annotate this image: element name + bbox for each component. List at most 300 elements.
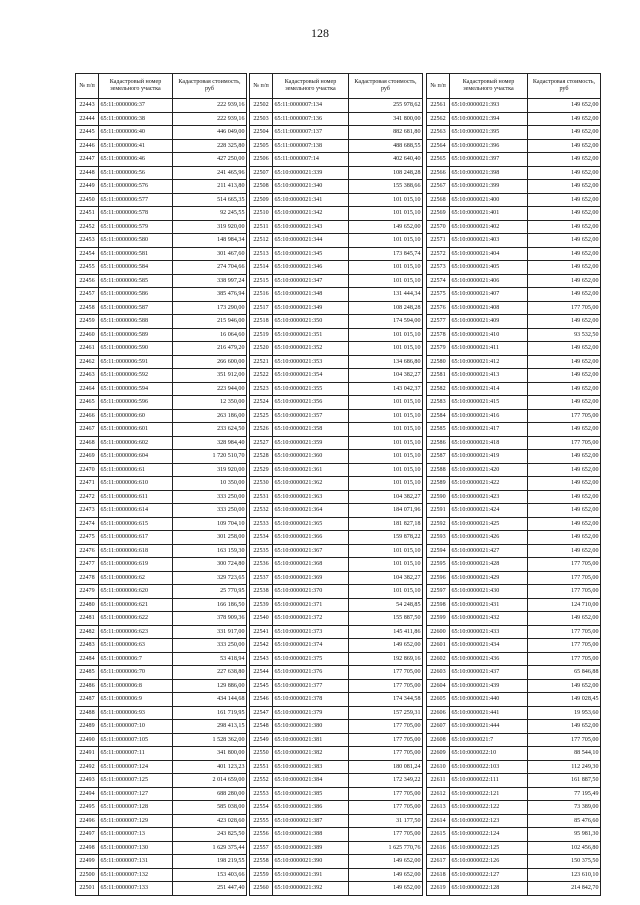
- row-number: 22555: [250, 814, 273, 828]
- cadastral-value: 149 652,00: [528, 315, 601, 329]
- cadastral-value: 149 652,00: [349, 639, 423, 653]
- table-row: [427, 234, 601, 248]
- cadastral-value: 109 704,10: [173, 517, 247, 531]
- table-row: [250, 139, 423, 153]
- cadastral-number: 65:10:0000021:441: [450, 706, 528, 720]
- cadastral-number: 65:10:0000021:340: [273, 180, 349, 194]
- cadastral-value: 73 389,00: [528, 801, 601, 815]
- row-number: 22489: [76, 720, 99, 734]
- table-row: [250, 112, 423, 126]
- cadastral-number: 65:10:0000021:419: [450, 450, 528, 464]
- cadastral-value: 149 652,00: [528, 261, 601, 275]
- cadastral-number: 65:10:0000021:377: [273, 679, 349, 693]
- cadastral-number: 65:10:0000021:428: [450, 558, 528, 572]
- cadastral-value: 101 015,10: [349, 423, 423, 437]
- table-row: [250, 477, 423, 491]
- row-number: 22449: [76, 180, 99, 194]
- cadastral-value: 263 186,00: [173, 409, 247, 423]
- cadastral-value: 227 638,80: [173, 666, 247, 680]
- cadastral-number: 65:10:0000021:397: [450, 153, 528, 167]
- cadastral-number: 65:11:0000006:9: [99, 693, 173, 707]
- cadastral-value: 149 028,45: [528, 693, 601, 707]
- header-num: № п/п: [250, 74, 273, 99]
- cadastral-value: 101 015,10: [349, 342, 423, 356]
- cadastral-value: 215 946,00: [173, 315, 247, 329]
- row-number: 22580: [427, 355, 450, 369]
- cadastral-number: 65:10:0000022:123: [450, 814, 528, 828]
- cadastral-number: 65:11:0000007:138: [273, 139, 349, 153]
- table-row: [250, 801, 423, 815]
- table-row: [76, 787, 247, 801]
- table-row: [250, 193, 423, 207]
- cadastral-number: 65:11:0000007:130: [99, 841, 173, 855]
- row-number: 22497: [76, 828, 99, 842]
- header-cadastral-value: Кадастровая стоимость, руб: [349, 74, 423, 99]
- cadastral-number: 65:11:0000006:579: [99, 220, 173, 234]
- cadastral-number: 65:10:0000021:343: [273, 220, 349, 234]
- cadastral-number: 65:11:0000006:586: [99, 288, 173, 302]
- table-row: [250, 747, 423, 761]
- cadastral-number: 65:10:0000021:383: [273, 760, 349, 774]
- page-number: 128: [311, 26, 329, 40]
- table-row: [250, 355, 423, 369]
- cadastral-number: 65:11:0000006:619: [99, 558, 173, 572]
- cadastral-number: 65:10:0000021:350: [273, 315, 349, 329]
- cadastral-value: 177 705,00: [349, 801, 423, 815]
- cadastral-number: 65:10:0000021:425: [450, 517, 528, 531]
- cadastral-value: 1 629 375,44: [173, 841, 247, 855]
- table-row: [427, 301, 601, 315]
- row-number: 22594: [427, 544, 450, 558]
- cadastral-value: 177 705,00: [349, 733, 423, 747]
- cadastral-value: 223 944,00: [173, 382, 247, 396]
- table-row: [427, 828, 601, 842]
- cadastral-value: 211 413,80: [173, 180, 247, 194]
- cadastral-value: 101 015,10: [349, 328, 423, 342]
- table-row: [76, 261, 247, 275]
- cadastral-value: 149 652,00: [528, 193, 601, 207]
- table-row: [76, 396, 247, 410]
- cadastral-number: 65:11:0000006:46: [99, 153, 173, 167]
- cadastral-value: 12 350,00: [173, 396, 247, 410]
- row-number: 22472: [76, 490, 99, 504]
- cadastral-value: 101 015,10: [349, 193, 423, 207]
- row-number: 22464: [76, 382, 99, 396]
- cadastral-number: 65:10:0000021:444: [450, 720, 528, 734]
- row-number: 22509: [250, 193, 273, 207]
- table-row: [76, 693, 247, 707]
- cadastral-value: 149 652,00: [528, 396, 601, 410]
- cadastral-number: 65:10:0000021:395: [450, 126, 528, 140]
- table-row: [427, 112, 601, 126]
- cadastral-value: 149 652,00: [528, 355, 601, 369]
- table-row: [76, 301, 247, 315]
- row-number: 22591: [427, 504, 450, 518]
- cadastral-number: 65:10:0000021:401: [450, 207, 528, 221]
- table-row: [250, 490, 423, 504]
- cadastral-number: 65:11:0000006:61: [99, 463, 173, 477]
- cadastral-table-1: [75, 73, 247, 896]
- cadastral-value: 123 610,10: [528, 868, 601, 882]
- cadastral-value: 298 413,15: [173, 720, 247, 734]
- row-number: 22516: [250, 288, 273, 302]
- row-number: 22618: [427, 868, 450, 882]
- row-number: 22590: [427, 490, 450, 504]
- cadastral-number: 65:11:0000006:615: [99, 517, 173, 531]
- table-row: [76, 598, 247, 612]
- table-row: [76, 193, 247, 207]
- cadastral-number: 65:11:0000006:585: [99, 274, 173, 288]
- cadastral-value: 148 984,34: [173, 234, 247, 248]
- cadastral-value: 150 375,50: [528, 855, 601, 869]
- cadastral-value: 1 625 770,76: [349, 841, 423, 855]
- table-row: [250, 517, 423, 531]
- table-row: [250, 234, 423, 248]
- header-cadastral-number: Кадастровый номер земельного участка: [450, 74, 528, 99]
- cadastral-value: 161 887,50: [528, 774, 601, 788]
- cadastral-number: 65:10:0000021:437: [450, 666, 528, 680]
- row-number: 22599: [427, 612, 450, 626]
- cadastral-value: 101 015,10: [349, 274, 423, 288]
- row-number: 22478: [76, 571, 99, 585]
- cadastral-value: 25 770,95: [173, 585, 247, 599]
- row-number: 22483: [76, 639, 99, 653]
- row-number: 22595: [427, 558, 450, 572]
- row-number: 22564: [427, 139, 450, 153]
- table-row: [76, 639, 247, 653]
- cadastral-number: 65:10:0000021:364: [273, 504, 349, 518]
- cadastral-number: 65:11:0000007:134: [273, 99, 349, 113]
- cadastral-number: 65:11:0000006:37: [99, 99, 173, 113]
- cadastral-number: 65:10:0000021:430: [450, 585, 528, 599]
- table-row: [76, 882, 247, 896]
- row-number: 22611: [427, 774, 450, 788]
- row-number: 22513: [250, 247, 273, 261]
- row-number: 22565: [427, 153, 450, 167]
- cadastral-value: 300 724,80: [173, 558, 247, 572]
- cadastral-number: 65:10:0000021:7: [450, 733, 528, 747]
- table-row: [427, 517, 601, 531]
- cadastral-number: 65:11:0000007:136: [273, 112, 349, 126]
- row-number: 22463: [76, 369, 99, 383]
- cadastral-value: 149 652,00: [528, 612, 601, 626]
- table-row: [250, 288, 423, 302]
- table-row: [76, 382, 247, 396]
- cadastral-number: 65:11:0000006:581: [99, 247, 173, 261]
- row-number: 22561: [427, 99, 450, 113]
- table-row: [427, 490, 601, 504]
- cadastral-number: 65:11:0000006:601: [99, 423, 173, 437]
- table-row: [427, 733, 601, 747]
- table-row: [427, 720, 601, 734]
- row-number: 22603: [427, 666, 450, 680]
- table-row: [76, 679, 247, 693]
- cadastral-number: 65:10:0000021:410: [450, 328, 528, 342]
- cadastral-value: 149 652,00: [528, 450, 601, 464]
- table-row: [427, 787, 601, 801]
- table-row: [427, 585, 601, 599]
- row-number: 22613: [427, 801, 450, 815]
- table-row: [250, 693, 423, 707]
- cadastral-value: 149 652,00: [528, 220, 601, 234]
- cadastral-number: 65:10:0000021:420: [450, 463, 528, 477]
- cadastral-number: 65:10:0000021:432: [450, 612, 528, 626]
- row-number: 22455: [76, 261, 99, 275]
- table-row: [427, 409, 601, 423]
- cadastral-value: 177 705,00: [528, 585, 601, 599]
- table-row: [250, 652, 423, 666]
- cadastral-value: 149 652,00: [528, 477, 601, 491]
- row-number: 22521: [250, 355, 273, 369]
- row-number: 22500: [76, 868, 99, 882]
- table-row: [250, 855, 423, 869]
- cadastral-number: 65:10:0000021:386: [273, 801, 349, 815]
- row-number: 22506: [250, 153, 273, 167]
- table-row: [427, 558, 601, 572]
- row-number: 22496: [76, 814, 99, 828]
- table-row: [250, 342, 423, 356]
- cadastral-number: 65:10:0000021:357: [273, 409, 349, 423]
- cadastral-number: 65:10:0000021:391: [273, 868, 349, 882]
- table-row: [427, 369, 601, 383]
- row-number: 22578: [427, 328, 450, 342]
- row-number: 22533: [250, 517, 273, 531]
- row-number: 22514: [250, 261, 273, 275]
- row-number: 22515: [250, 274, 273, 288]
- cadastral-number: 65:10:0000021:424: [450, 504, 528, 518]
- cadastral-value: 149 652,00: [528, 720, 601, 734]
- row-number: 22486: [76, 679, 99, 693]
- row-number: 22460: [76, 328, 99, 342]
- cadastral-number: 65:11:0000006:596: [99, 396, 173, 410]
- cadastral-number: 65:11:0000006:623: [99, 625, 173, 639]
- row-number: 22612: [427, 787, 450, 801]
- cadastral-value: 88 544,10: [528, 747, 601, 761]
- cadastral-number: 65:11:0000007:14: [273, 153, 349, 167]
- cadastral-value: 333 250,00: [173, 490, 247, 504]
- cadastral-value: 155 388,66: [349, 180, 423, 194]
- table-row: [427, 396, 601, 410]
- cadastral-value: 53 418,94: [173, 652, 247, 666]
- table-row: [427, 882, 601, 896]
- cadastral-value: 319 920,00: [173, 463, 247, 477]
- cadastral-number: 65:10:0000021:404: [450, 247, 528, 261]
- row-number: 22477: [76, 558, 99, 572]
- cadastral-number: 65:10:0000021:362: [273, 477, 349, 491]
- cadastral-value: 149 652,00: [528, 126, 601, 140]
- cadastral-number: 65:10:0000021:389: [273, 841, 349, 855]
- table-row: [250, 558, 423, 572]
- table-row: [427, 153, 601, 167]
- row-number: 22557: [250, 841, 273, 855]
- cadastral-number: 65:10:0000021:347: [273, 274, 349, 288]
- cadastral-value: 222 939,16: [173, 99, 247, 113]
- cadastral-value: 149 652,00: [349, 868, 423, 882]
- cadastral-number: 65:10:0000021:409: [450, 315, 528, 329]
- cadastral-number: 65:10:0000021:406: [450, 274, 528, 288]
- cadastral-value: 173 290,00: [173, 301, 247, 315]
- cadastral-number: 65:10:0000021:380: [273, 720, 349, 734]
- cadastral-number: 65:11:0000006:577: [99, 193, 173, 207]
- cadastral-number: 65:10:0000022:122: [450, 801, 528, 815]
- table-row: [427, 261, 601, 275]
- row-number: 22454: [76, 247, 99, 261]
- table-row: [76, 801, 247, 815]
- cadastral-value: 101 015,10: [349, 585, 423, 599]
- cadastral-value: 101 015,10: [349, 234, 423, 248]
- cadastral-number: 65:11:0000007:129: [99, 814, 173, 828]
- row-number: 22608: [427, 733, 450, 747]
- cadastral-number: 65:11:0000006:617: [99, 531, 173, 545]
- row-number: 22536: [250, 558, 273, 572]
- table-row: [250, 247, 423, 261]
- cadastral-number: 65:10:0000021:408: [450, 301, 528, 315]
- cadastral-value: 177 705,00: [528, 733, 601, 747]
- row-number: 22517: [250, 301, 273, 315]
- cadastral-number: 65:10:0000021:352: [273, 342, 349, 356]
- cadastral-number: 65:10:0000021:375: [273, 652, 349, 666]
- row-number: 22471: [76, 477, 99, 491]
- cadastral-value: 177 705,00: [528, 639, 601, 653]
- cadastral-value: 149 652,00: [349, 855, 423, 869]
- table-row: [76, 828, 247, 842]
- table-row: [427, 247, 601, 261]
- cadastral-number: 65:10:0000021:423: [450, 490, 528, 504]
- cadastral-number: 65:11:0000006:610: [99, 477, 173, 491]
- cadastral-number: 65:11:0000007:124: [99, 760, 173, 774]
- cadastral-number: 65:11:0000006:41: [99, 139, 173, 153]
- table-row: [427, 693, 601, 707]
- cadastral-number: 65:10:0000021:370: [273, 585, 349, 599]
- cadastral-number: 65:11:0000006:56: [99, 166, 173, 180]
- row-number: 22502: [250, 99, 273, 113]
- cadastral-value: 319 920,00: [173, 220, 247, 234]
- row-number: 22467: [76, 423, 99, 437]
- table-row: [76, 112, 247, 126]
- table-row: [250, 544, 423, 558]
- cadastral-value: 149 652,00: [528, 288, 601, 302]
- row-number: 22556: [250, 828, 273, 842]
- header-num: № п/п: [427, 74, 450, 99]
- cadastral-value: 19 953,60: [528, 706, 601, 720]
- row-number: 22462: [76, 355, 99, 369]
- table-row: [250, 315, 423, 329]
- cadastral-number: 65:10:0000021:396: [450, 139, 528, 153]
- table-row: [427, 868, 601, 882]
- cadastral-number: 65:10:0000021:361: [273, 463, 349, 477]
- row-number: 22597: [427, 585, 450, 599]
- row-number: 22576: [427, 301, 450, 315]
- table-row: [76, 234, 247, 248]
- cadastral-value: 149 652,00: [528, 679, 601, 693]
- cadastral-number: 65:10:0000021:355: [273, 382, 349, 396]
- cadastral-value: 31 177,50: [349, 814, 423, 828]
- cadastral-value: 446 049,00: [173, 126, 247, 140]
- row-number: 22598: [427, 598, 450, 612]
- row-number: 22465: [76, 396, 99, 410]
- cadastral-number: 65:10:0000021:371: [273, 598, 349, 612]
- cadastral-number: 65:10:0000021:376: [273, 666, 349, 680]
- cadastral-value: 301 258,00: [173, 531, 247, 545]
- cadastral-value: 149 652,00: [528, 517, 601, 531]
- row-number: 22524: [250, 396, 273, 410]
- row-number: 22562: [427, 112, 450, 126]
- row-number: 22512: [250, 234, 273, 248]
- row-number: 22582: [427, 382, 450, 396]
- cadastral-value: 149 652,00: [528, 153, 601, 167]
- row-number: 22587: [427, 450, 450, 464]
- row-number: 22450: [76, 193, 99, 207]
- cadastral-value: 102 456,80: [528, 841, 601, 855]
- row-number: 22607: [427, 720, 450, 734]
- table-row: [250, 463, 423, 477]
- cadastral-number: 65:10:0000021:354: [273, 369, 349, 383]
- cadastral-value: 149 652,00: [528, 544, 601, 558]
- table-header-row: [76, 74, 247, 99]
- row-number: 22511: [250, 220, 273, 234]
- table-row: [76, 423, 247, 437]
- row-number: 22560: [250, 882, 273, 896]
- table-row: [250, 220, 423, 234]
- cadastral-number: 65:11:0000006:589: [99, 328, 173, 342]
- row-number: 22568: [427, 193, 450, 207]
- cadastral-value: 101 015,10: [349, 207, 423, 221]
- row-number: 22484: [76, 652, 99, 666]
- cadastral-value: 149 652,00: [528, 112, 601, 126]
- cadastral-number: 65:10:0000021:407: [450, 288, 528, 302]
- table-row: [427, 666, 601, 680]
- cadastral-value: 101 015,10: [349, 463, 423, 477]
- row-number: 22468: [76, 436, 99, 450]
- cadastral-number: 65:11:0000006:588: [99, 315, 173, 329]
- row-number: 22443: [76, 99, 99, 113]
- row-number: 22550: [250, 747, 273, 761]
- row-number: 22575: [427, 288, 450, 302]
- table-row: [76, 207, 247, 221]
- cadastral-number: 65:10:0000021:388: [273, 828, 349, 842]
- cadastral-number: 65:11:0000006:618: [99, 544, 173, 558]
- row-number: 22614: [427, 814, 450, 828]
- row-number: 22548: [250, 720, 273, 734]
- cadastral-value: 329 723,65: [173, 571, 247, 585]
- table-header-row: [250, 74, 423, 99]
- cadastral-value: 134 686,80: [349, 355, 423, 369]
- table-row: [427, 220, 601, 234]
- cadastral-value: 233 624,50: [173, 423, 247, 437]
- table-row: [250, 99, 423, 113]
- table-row: [76, 747, 247, 761]
- table-row: [76, 288, 247, 302]
- table-row: [427, 639, 601, 653]
- row-number: 22453: [76, 234, 99, 248]
- row-number: 22530: [250, 477, 273, 491]
- cadastral-value: 177 705,00: [349, 828, 423, 842]
- row-number: 22482: [76, 625, 99, 639]
- table-row: [427, 342, 601, 356]
- cadastral-number: 65:10:0000021:418: [450, 436, 528, 450]
- row-number: 22503: [250, 112, 273, 126]
- row-number: 22540: [250, 612, 273, 626]
- cadastral-value: 149 652,00: [528, 342, 601, 356]
- row-number: 22498: [76, 841, 99, 855]
- cadastral-number: 65:10:0000022:111: [450, 774, 528, 788]
- table-row: [76, 558, 247, 572]
- row-number: 22522: [250, 369, 273, 383]
- row-number: 22616: [427, 841, 450, 855]
- table-row: [76, 517, 247, 531]
- cadastral-value: 108 248,28: [349, 301, 423, 315]
- cadastral-value: 427 250,00: [173, 153, 247, 167]
